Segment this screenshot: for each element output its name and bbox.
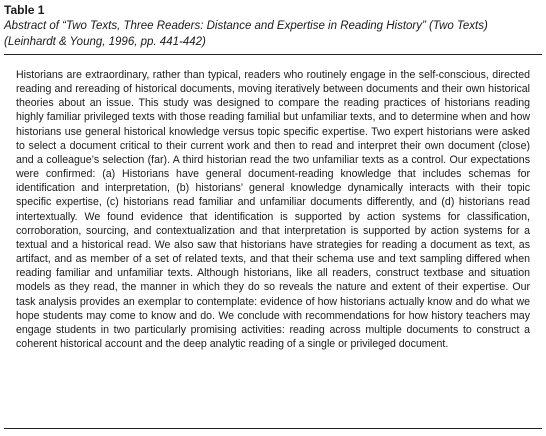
table-caption-title: Abstract of “Two Texts, Three Readers: Distance and Expertise in Reading History” (Two Texts) <box>4 20 488 32</box>
table-label: Table 1 <box>4 3 45 17</box>
top-rule <box>4 54 542 55</box>
abstract-text: Historians are extraordinary, rather than typical, readers who routinely engage in the self-conscious, directed reading and rereading of historical documents, moving iteratively between documents and their own historical theories about an issue. This study was designed to compare the reading practices of historians reading highly familiar privileged texts with those reading familial but unfamiliar texts, and to determine when and how historians use general historical knowledge versus topic specific expertise. Two expert historians were asked to select a document critical to their current work and then to read and interpret their own document (close) and a colleague’s selection (far). A third historian read the two unfamiliar texts as a control. Our expectations were confirmed: (a) Historians have general document-reading knowledge that includes schemas for identification and interpretation, (b) historians’ general knowledge dynamically interacts with their topic specific expertise, (c) historians read familiar and unfamiliar documents differently, and (d) historians read intertextually. We found evidence that identification is supported by action systems for classification, corroboration, sourcing, and contextualization and that interpretation is supported by action systems for a textual and a historical read. We also saw that historians have strategies for reading a document as text, as artifact, and as member of a set of related texts, and that their schema use and text sampling differed when reading familiar and unfamiliar texts. Although historians, like all readers, construct textbase and situation models as they read, the manner in which they do so reveals the nature and extent of their expertise. Our task analysis provides an exemplar to contemplate: evidence of how historians actually know and do what we hope students may come to know and do. We conclude with recommendations for how history teachers may engage students in two particularly promising activities: reading across multiple documents to construct a coherent historical account and the deep analytic reading of a single or privileged document. <box>16 69 530 350</box>
table-container <box>4 3 542 351</box>
table-caption-citation: (Leinhardt & Young, 1996, pp. 441-442) <box>4 36 206 48</box>
bottom-rule <box>4 428 542 429</box>
